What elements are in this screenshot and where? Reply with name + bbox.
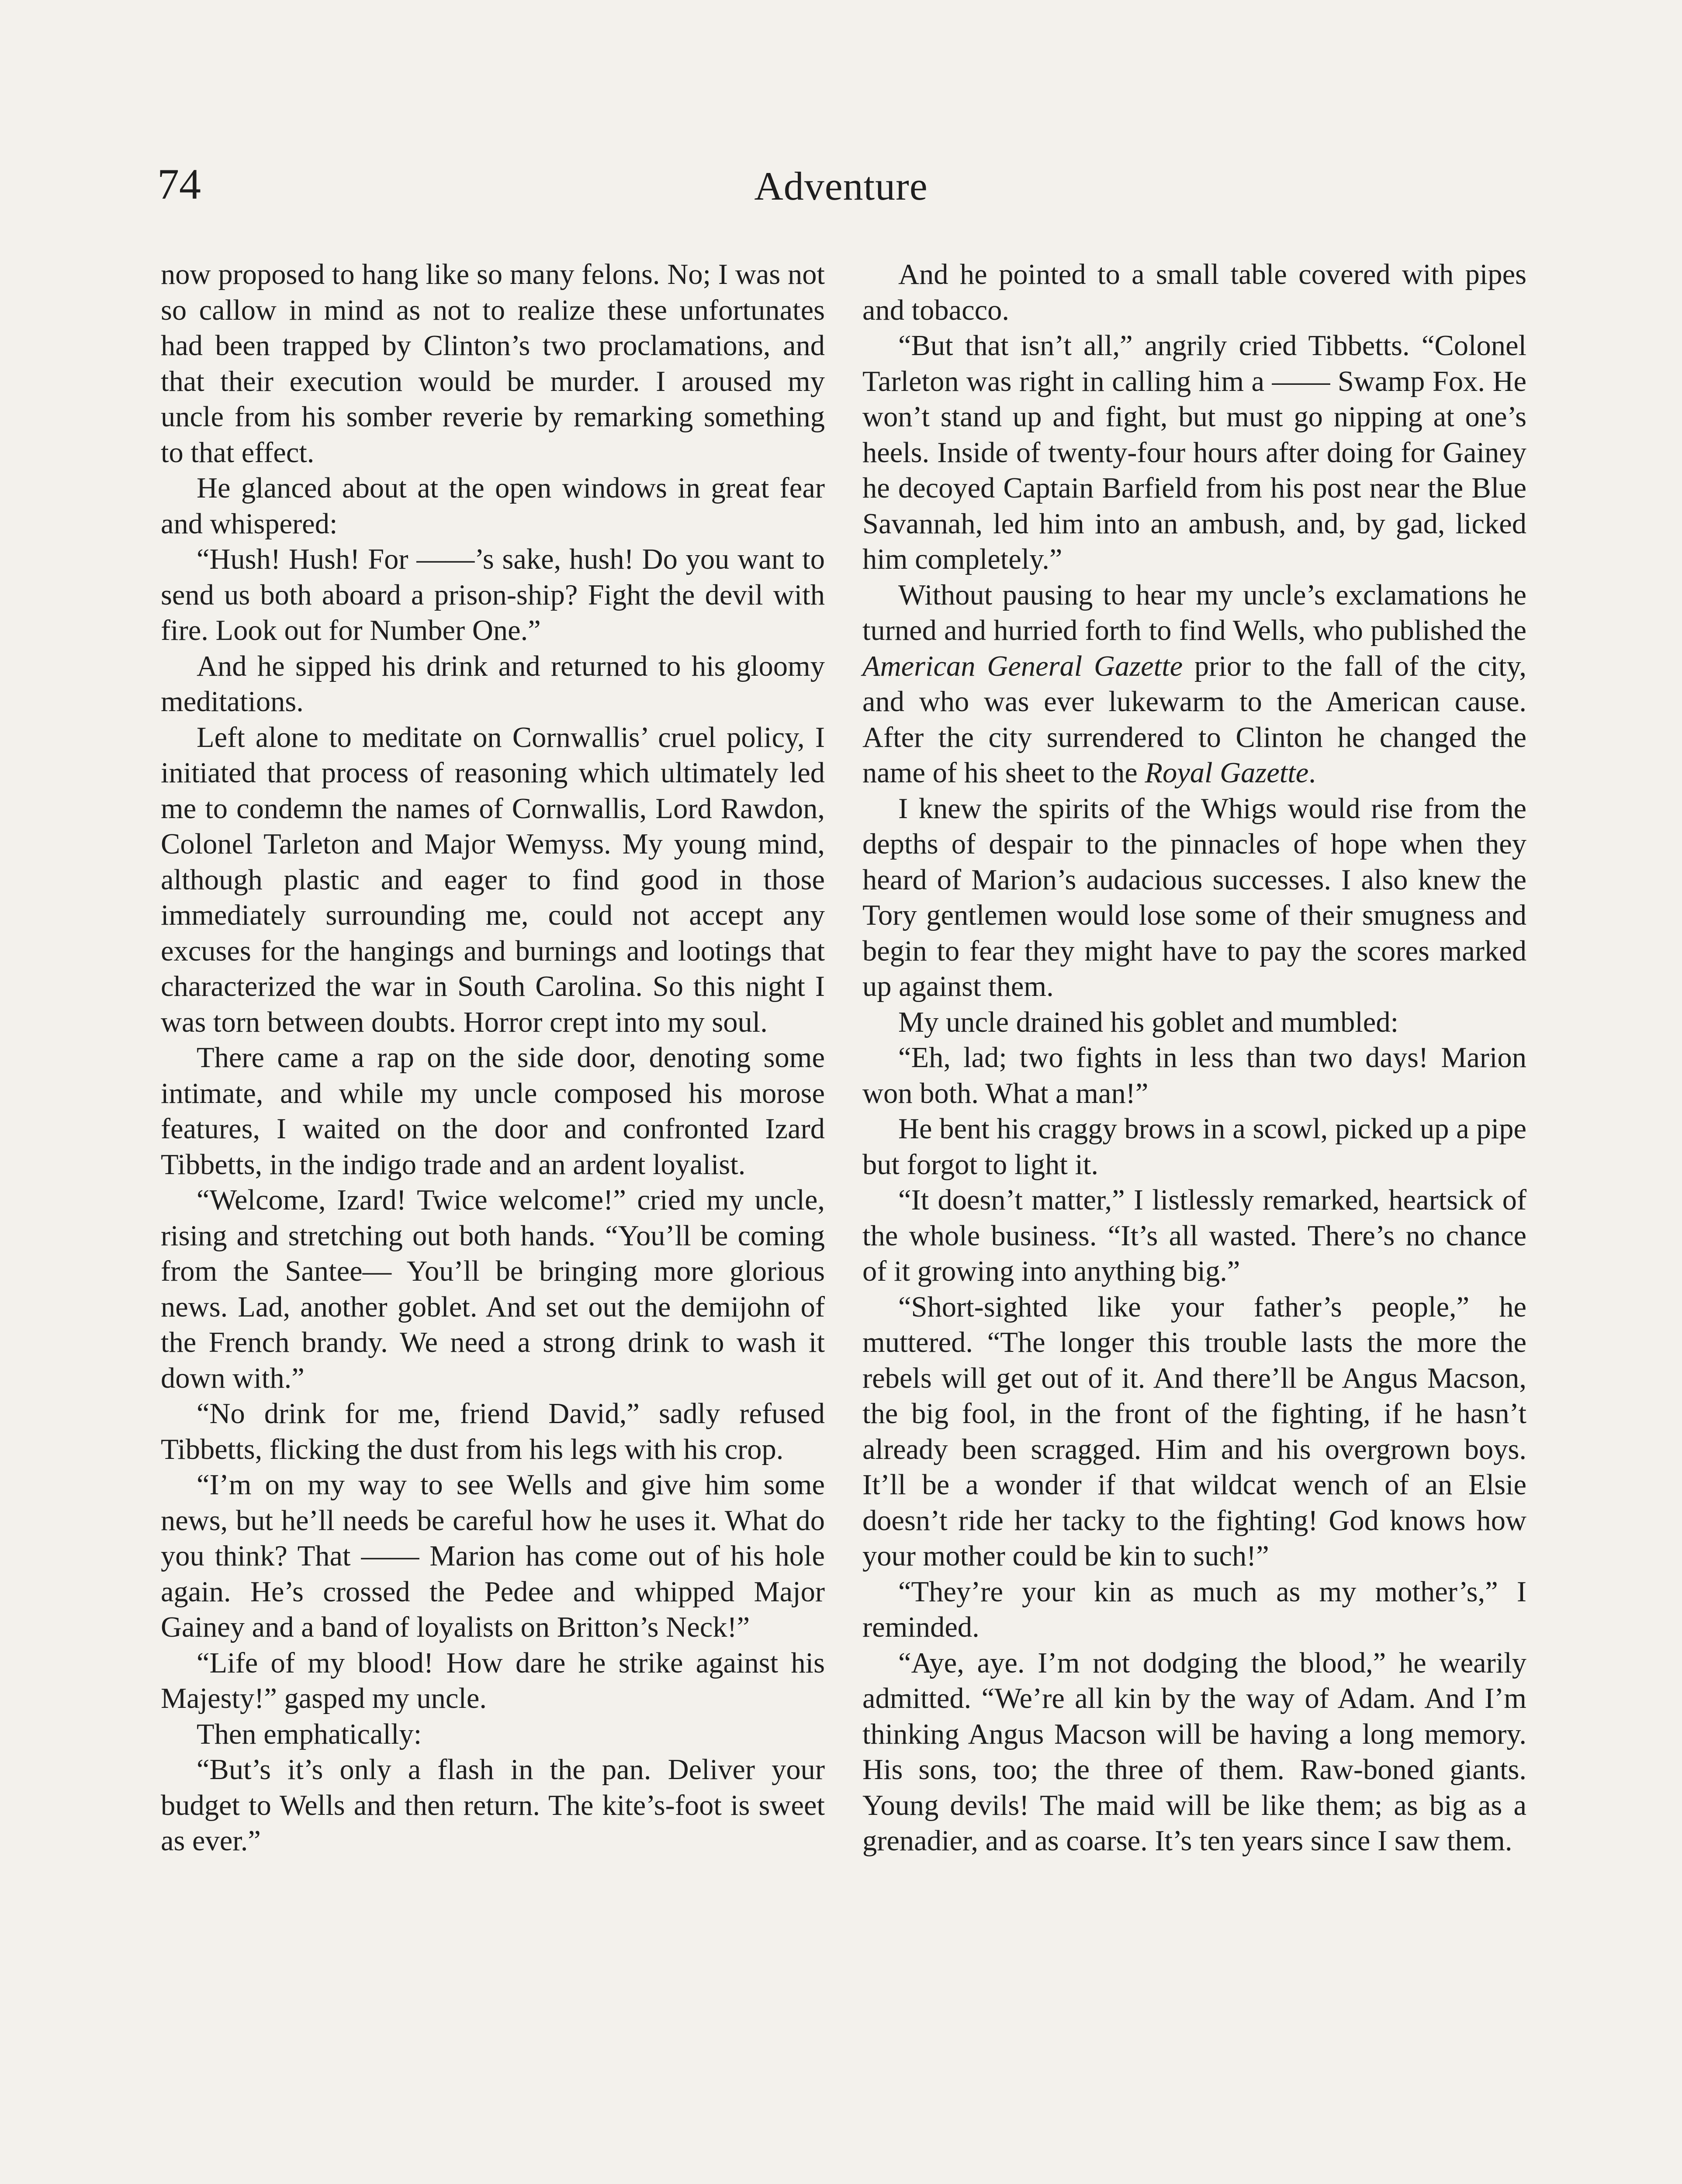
paragraph: “Welcome, Izard! Twice welcome!” cried my uncle, rising and stretching out both hands. “You’ll be coming from the Santee— You’ll be bringing more glorious news. Lad, another goblet. And set out the demijohn of the French brandy. We need a strong drink to wash it down with.” xyxy=(161,1184,825,1394)
paragraph: And he sipped his drink and returned to his gloomy meditations. xyxy=(161,650,825,718)
paragraph: “It doesn’t matter,” I listlessly remarked, heartsick of the whole business. “It’s all wasted. There’s no chance of it growing into anything big.” xyxy=(862,1184,1526,1287)
paragraph: He glanced about at the open windows in great fear and whispered: xyxy=(161,472,825,540)
paragraph: “No drink for me, friend David,” sadly refused Tibbetts, flicking the dust from his legs with his crop. xyxy=(161,1398,825,1465)
paragraph: There came a rap on the side door, denoting some intimate, and while my uncle composed his morose features, I waited on the door and confronted Izard Tibbetts, in the indigo trade and an ardent loyalist. xyxy=(161,1042,825,1181)
paragraph: “But’s it’s only a flash in the pan. Deliver your budget to Wells and then return. The kite’s-foot is sweet as ever.” xyxy=(161,1754,825,1857)
paragraph: “Eh, lad; two fights in less than two days! Marion won both. What a man!” xyxy=(862,1042,1526,1109)
paragraph: “But that isn’t all,” angrily cried Tibbetts. “Colonel Tarleton was right in calling him a —— Swamp Fox. He won’t stand up and fight, but must go nipping at one’s heels. Inside of twenty-four hours after doing for Gainey he decoyed Captain Barfield from his post near the Blue Savannah, led him into an ambush, and, by gad, licked him completely.” xyxy=(862,330,1526,575)
paragraph: Left alone to meditate on Cornwallis’ cruel policy, I initiated that process of reasoning which ultimately led me to condemn the names of Cornwallis, Lord Rawdon, Colonel Tarleton and Major Wemyss. My young mind, although plastic and eager to find good in those immediately surrounding me, could not accept any excuses for the hangings and burnings and lootings that characterized the war in South Carolina. So this night I was torn between doubts. Horror crept into my soul. xyxy=(161,721,825,1038)
paragraph-text: prior to the fall of the city, and who was ever lukewarm to the American cause. After the city surrendered to Clinton he changed the name of his sheet to the xyxy=(862,650,1526,789)
paragraph: now proposed to hang like so many felons. No; I was not so callow in mind as not to realize these unfortunates had been trapped by Clinton’s two proclamations, and that their execution would be murder. I aroused my uncle from his somber reverie by remarking something to that effect. xyxy=(161,259,825,469)
paragraph: “Hush! Hush! For ——’s sake, hush! Do you want to send us both aboard a prison-ship? Fight the devil with fire. Look out for Number One.” xyxy=(161,543,825,646)
paragraph: And he pointed to a small table covered with pipes and tobacco. xyxy=(862,259,1526,326)
newspaper-title-royal-gazette: Royal Gazette xyxy=(1145,757,1309,789)
paragraph: Then emphatically: xyxy=(197,1718,422,1750)
page-number: 74 xyxy=(157,160,201,208)
paragraph-text: . xyxy=(1308,757,1316,789)
paragraph-text: Without pausing to hear my uncle’s exclamations he turned and hurried forth to find Wells, who published the xyxy=(862,579,1526,646)
paragraph: “I’m on my way to see Wells and give him some news, but he’ll needs be careful how he uses it. What do you think? That —— Marion has come out of his hole again. He’s crossed the Pedee and whipped Major Gainey and a band of loyalists on Britton’s Neck!” xyxy=(161,1469,825,1643)
right-column xyxy=(862,257,1526,1859)
paragraph: My uncle drained his goblet and mumbled: xyxy=(898,1006,1399,1038)
newspaper-title-american-general-gazette: American General Gazette xyxy=(862,650,1183,682)
paragraph xyxy=(862,577,1526,791)
left-column xyxy=(161,257,825,1859)
paragraph: “They’re your kin as much as my mother’s,” I reminded. xyxy=(862,1576,1526,1643)
paragraph: “Aye, aye. I’m not dodging the blood,” he wearily admitted. “We’re all kin by the way of Adam. And I’m thinking Angus Macson will be having a long memory. His sons, too; the three of them. Raw-boned giants. Young devils! The maid will be like them; as big as a grenadier, and as coarse. It’s ten years since I saw them. xyxy=(862,1647,1526,1857)
paragraph: He bent his craggy brows in a scowl, picked up a pipe but forgot to light it. xyxy=(862,1113,1526,1181)
paragraph: “Short-sighted like your father’s people,” he muttered. “The longer this trouble lasts the more the rebels will get out of it. And there’ll be Angus Macson, the big fool, in the front of the fighting, if he hasn’t already been scragged. Him and his overgrown boys. It’ll be a wonder if that wildcat wench of an Elsie doesn’t ride her tacky to the fighting! God knows how your mother could be kin to such!” xyxy=(862,1291,1526,1572)
running-head: Adventure xyxy=(754,164,928,208)
paragraph: I knew the spirits of the Whigs would rise from the depths of despair to the pinnacles of hope when they heard of Marion’s audacious successes. I also knew the Tory gentlemen would lose some of their smugness and begin to fear they might have to pay the scores marked up against them. xyxy=(862,792,1526,1002)
paragraph: “Life of my blood! How dare he strike against his Majesty!” gasped my uncle. xyxy=(161,1647,825,1714)
